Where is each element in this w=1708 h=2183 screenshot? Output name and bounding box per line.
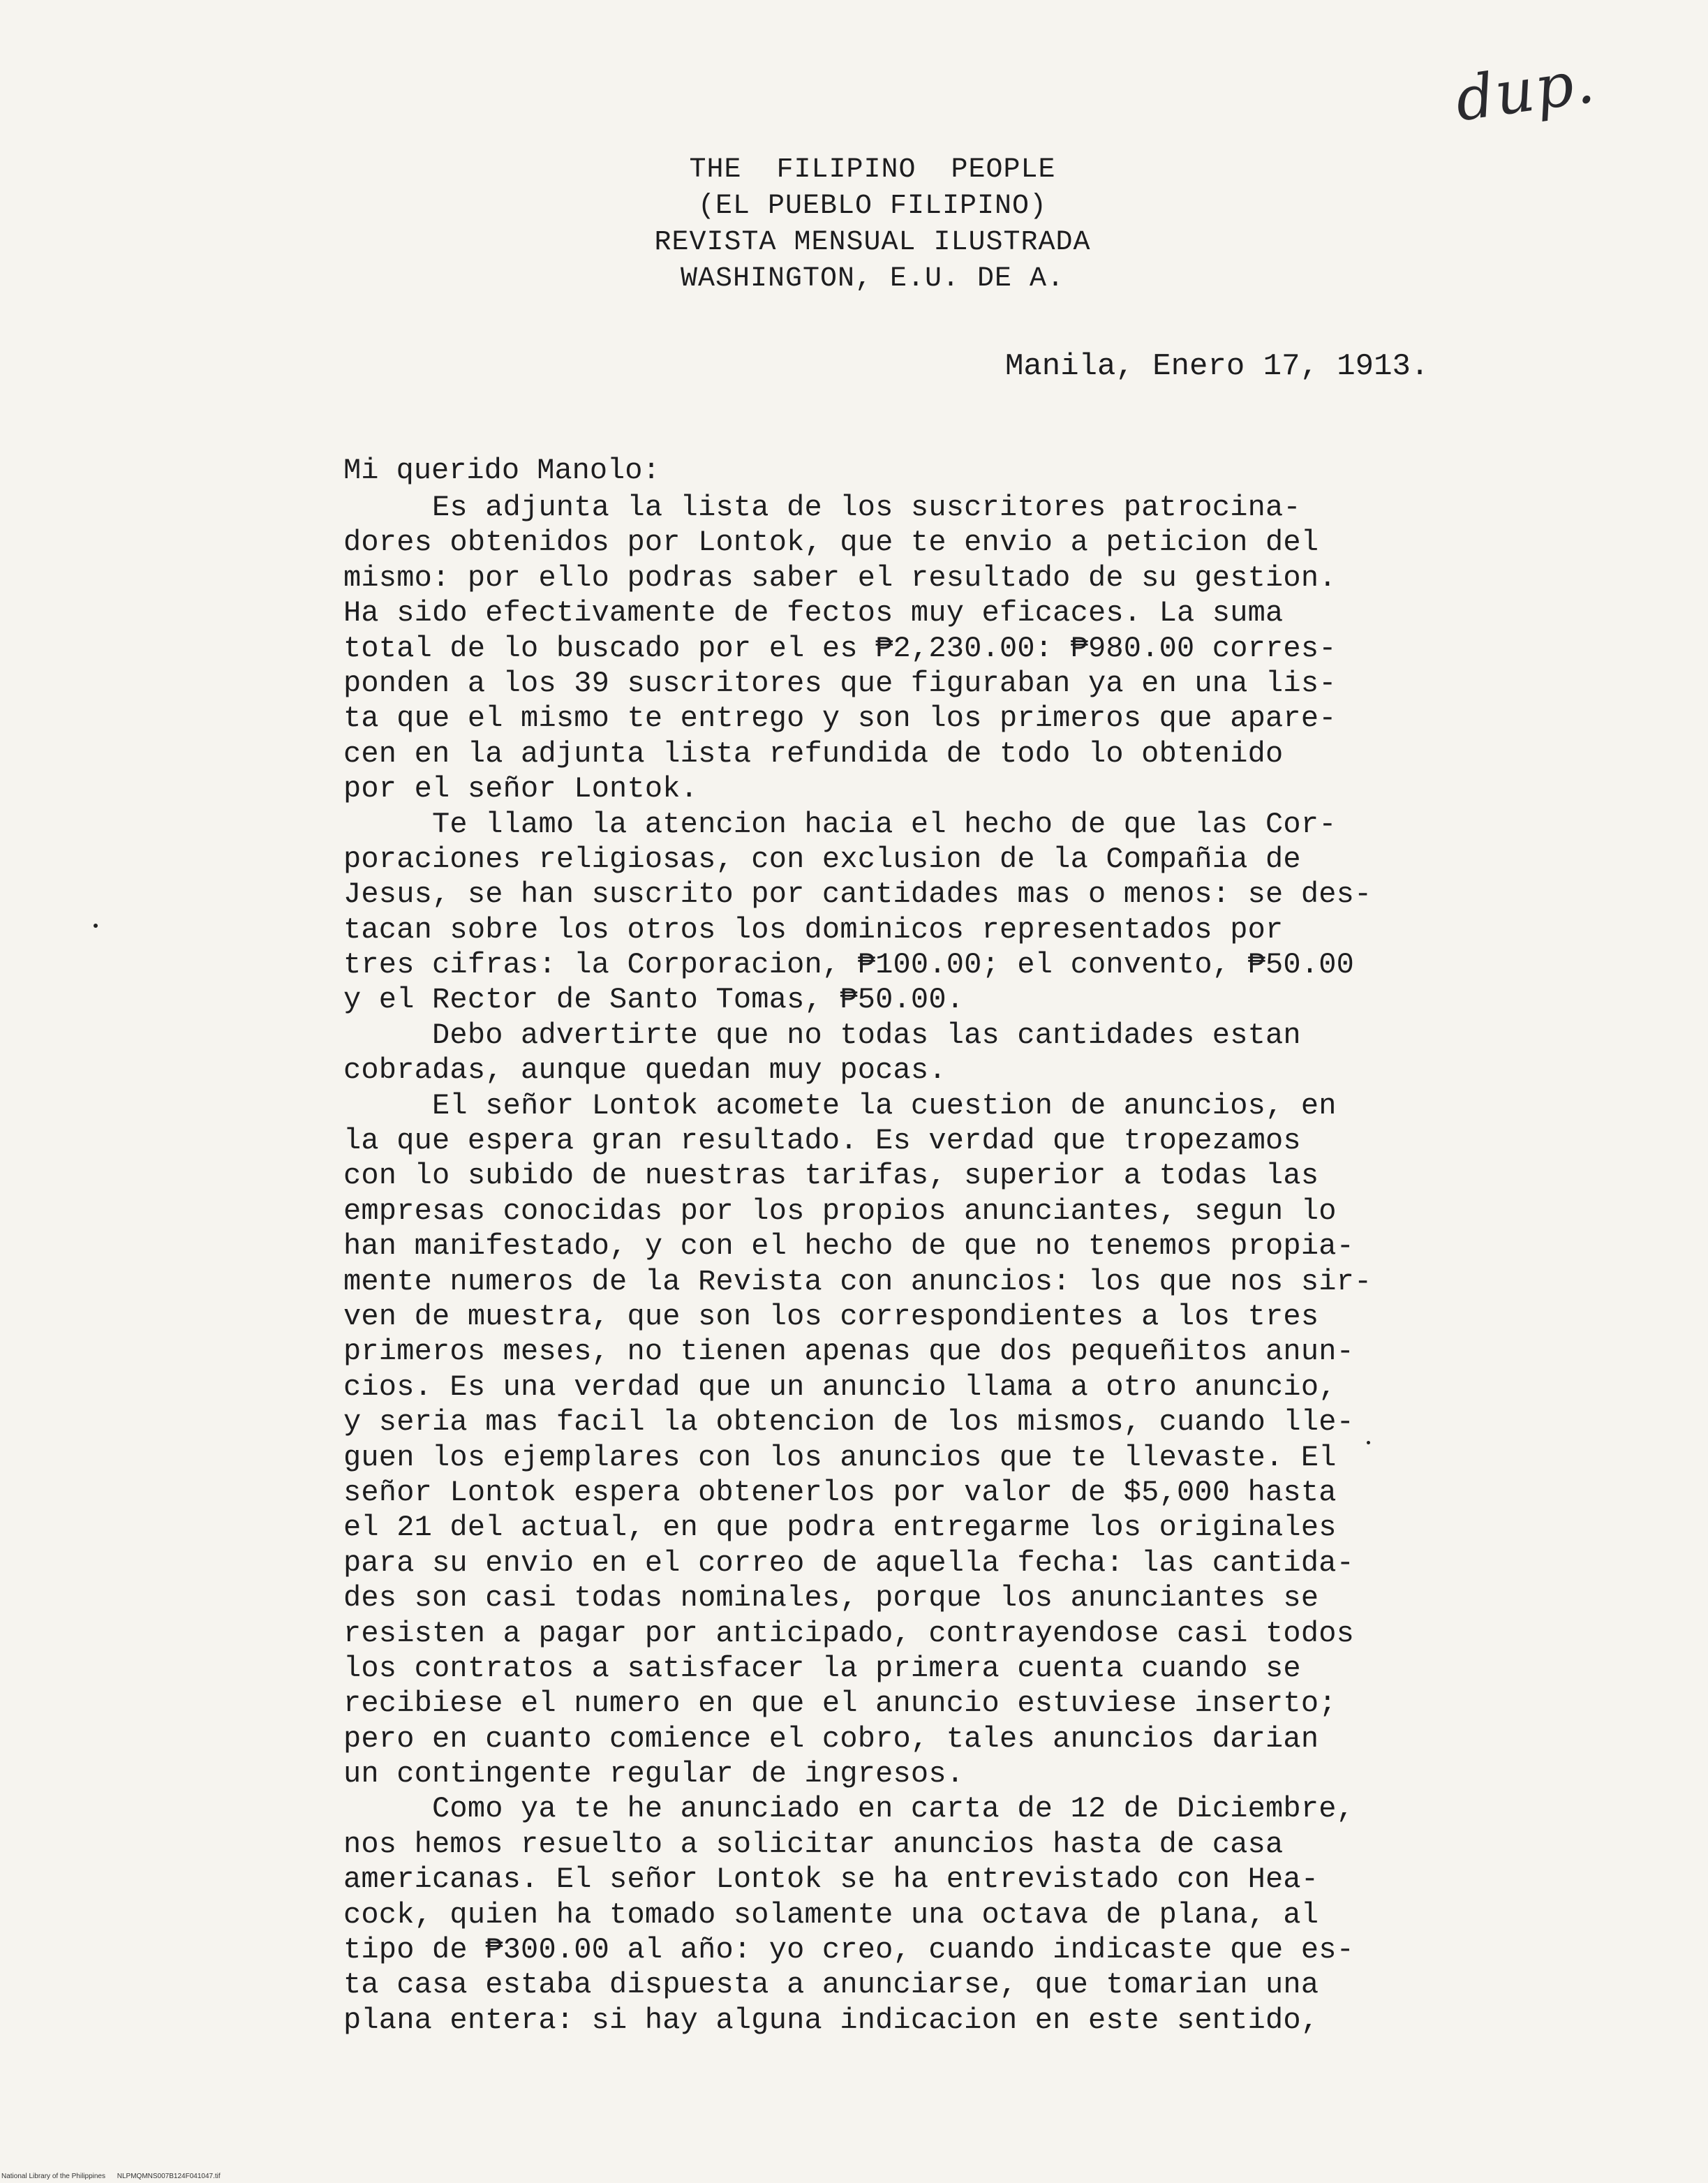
body-line: ven de muestra, que son los correspondientes a los tres xyxy=(343,1299,1319,1333)
letterhead-line: WASHINGTON, E.U. DE A. xyxy=(680,263,1065,295)
body-line: total de lo buscado por el es ₱2,230.00: ₱980.00 corres- xyxy=(343,631,1337,665)
body-line: tres cifras: la Corporacion, ₱100.00; el convento, ₱50.00 xyxy=(343,948,1355,982)
body-line: y seria mas facil la obtencion de los mismos, cuando lle- xyxy=(343,1405,1355,1440)
letterhead-line: REVISTA MENSUAL ILUSTRADA xyxy=(654,227,1091,258)
body-line: y el Rector de Santo Tomas, ₱50.00. xyxy=(343,983,965,1017)
letterhead-line: (EL PUEBLO FILIPINO) xyxy=(697,191,1048,222)
salutation: Mi querido Manolo: xyxy=(343,454,660,487)
body-line: Te llamo la atencion hacia el hecho de que las Cor- xyxy=(343,807,1337,841)
body-line: ta casa estaba dispuesta a anunciarse, que tomarian una xyxy=(343,1968,1319,2002)
body-line: por el señor Lontok. xyxy=(343,772,699,806)
body-line: guen los ejemplares con los anuncios que te llevaste. El xyxy=(343,1440,1337,1474)
body-line: americanas. El señor Lontok se ha entrevistado con Hea- xyxy=(343,1863,1319,1897)
body-line: cios. Es una verdad que un anuncio llama a otro anuncio, xyxy=(343,1370,1337,1404)
body-line: ponden a los 39 suscritores que figuraban ya en una lis- xyxy=(343,666,1337,700)
body-line: resisten a pagar por anticipado, contrayendose casi todos xyxy=(343,1616,1355,1650)
body-line: cobradas, aunque quedan muy pocas. xyxy=(343,1053,946,1088)
body-line: con lo subido de nuestras tarifas, superior a todas las xyxy=(343,1159,1319,1193)
body-line: dores obtenidos por Lontok, que te envio a peticion del xyxy=(343,526,1319,560)
body-line: un contingente regular de ingresos. xyxy=(343,1757,965,1791)
body-line: mismo: por ello podras saber el resultado de su gestion. xyxy=(343,561,1337,595)
letterhead-line: THE FILIPINO PEOPLE xyxy=(689,154,1056,186)
body-line: la que espera gran resultado. Es verdad que tropezamos xyxy=(343,1124,1301,1158)
library-credit: National Library of the Philippines xyxy=(1,2173,105,2180)
body-line: ta que el mismo te entrego y son los primeros que apare- xyxy=(343,702,1337,736)
body-line: Es adjunta la lista de los suscritores patrocina- xyxy=(343,491,1301,524)
body-line: El señor Lontok acomete la cuestion de anuncios, en xyxy=(343,1088,1337,1123)
dateline: Manila, Enero 17, 1913. xyxy=(1005,349,1429,384)
paper-speck xyxy=(94,924,98,928)
body-line: Ha sido efectivamente de fectos muy eficaces. La suma xyxy=(343,596,1284,630)
body-line: Debo advertirte que no todas las cantidades estan xyxy=(343,1018,1301,1052)
body-line: para su envio en el correo de aquella fecha: las cantida- xyxy=(343,1546,1355,1580)
body-line: el 21 del actual, en que podra entregarme los originales xyxy=(343,1511,1337,1545)
body-line: des son casi todas nominales, porque los anunciantes se xyxy=(343,1581,1319,1615)
body-line: recibiese el numero en que el anuncio estuviese inserto; xyxy=(343,1687,1337,1721)
body-line: nos hemos resuelto a solicitar anuncios hasta de casa xyxy=(343,1827,1284,1861)
letter-body xyxy=(343,490,1432,2038)
body-line: plana entera: si hay alguna indicacion en este sentido, xyxy=(343,2003,1319,2037)
body-line: cock, quien ha tomado solamente una octava de plana, al xyxy=(343,1897,1319,1932)
body-line: Como ya te he anunciado en carta de 12 de Diciembre, xyxy=(343,1792,1355,1826)
body-line: mente numeros de la Revista con anuncios: los que nos sir- xyxy=(343,1264,1372,1298)
handwritten-annotation: dup. xyxy=(1451,46,1600,135)
body-line: primeros meses, no tienen apenas que dos pequeñitos anun- xyxy=(343,1335,1355,1369)
body-line: cen en la adjunta lista refundida de todo lo obtenido xyxy=(343,737,1284,771)
body-line: tacan sobre los otros los dominicos representados por xyxy=(343,912,1284,947)
archive-footer xyxy=(0,2173,230,2180)
body-line: señor Lontok espera obtenerlos por valor de $5,000 hasta xyxy=(343,1475,1337,1509)
body-line: tipo de ₱300.00 al año: yo creo, cuando indicaste que es- xyxy=(343,1933,1355,1967)
file-identifier: NLPMQMNS007B124F041047.tif xyxy=(117,2173,221,2180)
paper-speck xyxy=(1367,1441,1370,1444)
body-line: Jesus, se han suscrito por cantidades mas o menos: se des- xyxy=(343,878,1372,912)
body-line: empresas conocidas por los propios anunciantes, segun lo xyxy=(343,1194,1337,1228)
body-line: han manifestado, y con el hecho de que no tenemos propia- xyxy=(343,1229,1355,1264)
body-line: los contratos a satisfacer la primera cuenta cuando se xyxy=(343,1651,1301,1685)
body-line: pero en cuanto comience el cobro, tales anuncios darian xyxy=(343,1722,1319,1756)
body-line: poraciones religiosas, con exclusion de la Compañia de xyxy=(343,842,1301,876)
letterhead xyxy=(593,152,1152,297)
